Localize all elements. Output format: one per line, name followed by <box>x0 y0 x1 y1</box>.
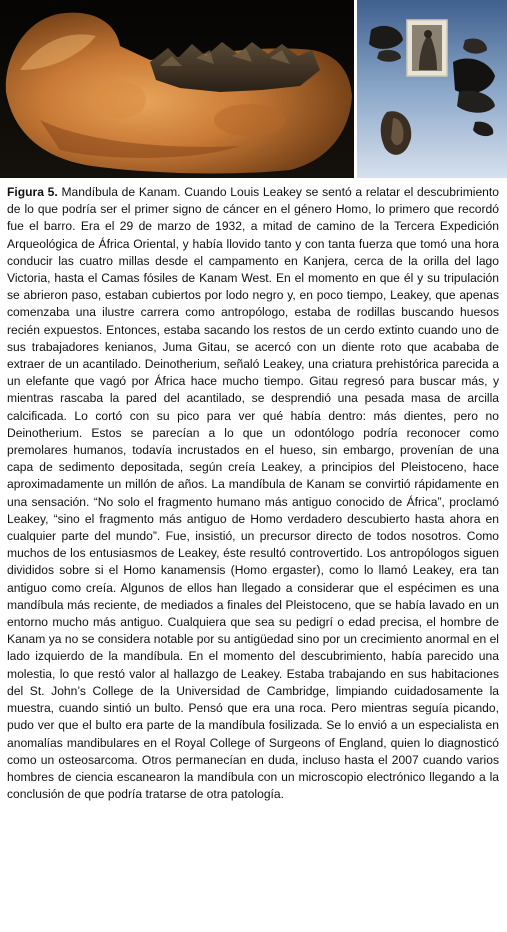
fossil-fragments-illustration <box>357 0 507 178</box>
figure-caption <box>7 184 499 803</box>
figure-label: Figura 5. <box>7 185 58 199</box>
figure-caption-text: Mandíbula de Kanam. Cuando Louis Leakey se sentó a relatar el descubrimiento de lo que podría ser el primer signo de cáncer en el género Homo, lo primero que recordó fue el barro. Era el 29 de marzo de 1932, a mitad de camino de la Tercera Expedición Arqueológica de África Oriental, y había llovido tanto y con tanta fuerza que tomó una hora conducir las cuatro millas desde el campamento en Kanjera, cerca de la orilla del lago Victoria, hasta el Camas fósiles de Kanam West. En el momento en que él y su tripulación se abrieron paso, estaban cubiertos por lodo negro y, en poco tiempo, Leakey, que apenas comenzaba una ilustre carrera como antropólogo, estaba de rodillas buscando huesos recién expuestos. Entonces, estaba sacando los restos de un cerdo extinto cuando uno de sus trabajadores kenianos, Juma Gitau, se acercó con un diente roto que acababa de extraer de un acantilado. Deinotherium, señaló Leakey, una criatura prehistórica parecida a un elefante que vagó por África hace mucho tiempo. Gitau regresó para buscar más, y mientras rascaba la pared del acantilado, se desprendió una pesada masa de arcilla calcificada. Lo cortó con su pico para ver qué había dentro: más dientes, pero no Deinotherium. Estos se parecían a lo que un odontólogo podría reconocer como premolares humanos, todavía incrustados en el hueso, sin embargo, provenían de una capa de sedimento depositada, según creía Leakey, a principios del Pleistoceno, hace aproximadamente un millón de años. La mandíbula de Kanam se convirtió rápidamente en una sensación. “No solo el fragmento humano más antiguo conocido de África”, proclamó Leakey, “sino el fragmento más antiguo de Homo verdadero descubierto hasta ahora en cualquier parte del mundo”. Fue, insistió, un precursor directo de todos nosotros. Como muchos de los entusiasmos de Leakey, éste resultó controvertido. Los antropólogos siguen divididos sobre si el Homo kanamensis (Homo ergaster), como lo llamó Leakey, era tan antiguo como creía. Algunos de ellos han llegado a considerar que el espécimen es una mandíbula más reciente, de mediados a finales del Pleistoceno, que se había lavado en un entorno mucho más antiguo. Cualquiera que sea su pedigrí o edad precisa, el hombre de Kanam ya no se considera notable por su antigüedad sino por un crecimiento anormal en el lado izquierdo de la mandíbula. En el momento del descubrimiento, había parecido una molestia, lo que restó valor al hallazgo de Leakey. Estaba trabajando en sus habitaciones del St. John’s College de la Universidad de Cambridge, limpiando cuidadosamente la muestra, cuando sintió un bulto. Pensó que era una roca. Pero mientras seguía picando, pudo ver que el bulto era parte de la mandíbula fosilizada. Se lo envió a un especialista en anomalías mandibulares en el Royal College of Surgeons of England, quien lo diagnosticó como un osteosarcoma. Otros permanecían en duda, incluso hasta el 2007 cuando varios hombres de ciencia escanearon la mandíbula con un microscopio electrónico llegando a la conclusión de que podría tratarse de otra patología. <box>7 185 499 802</box>
kanam-mandible-photo <box>0 0 354 178</box>
fossil-fragments-photo <box>357 0 507 178</box>
mandible-illustration <box>0 0 354 178</box>
figure-photos <box>0 0 507 178</box>
